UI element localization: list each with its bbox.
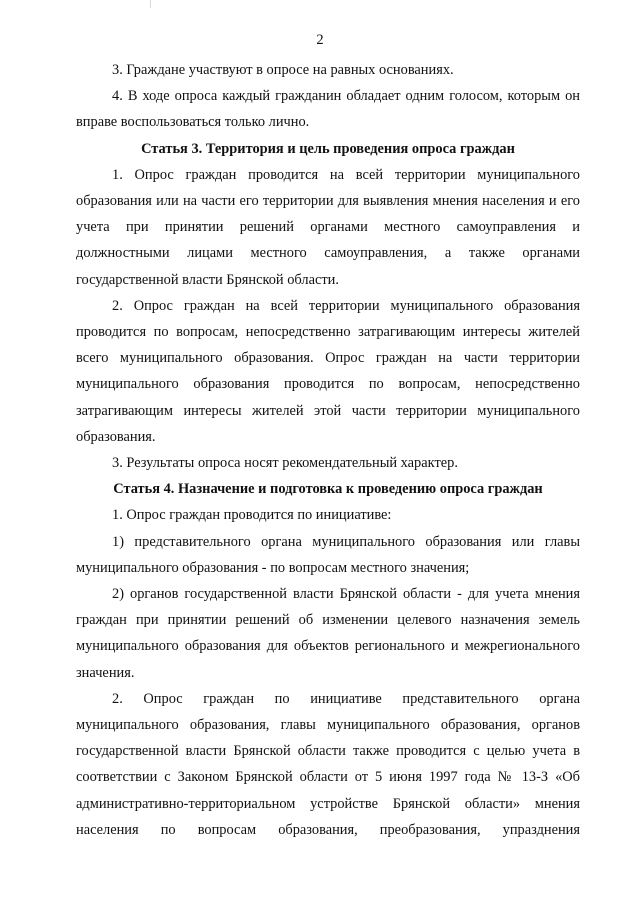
article-4-heading: Статья 4. Назначение и подготовка к проведению опроса граждан <box>113 481 543 498</box>
article-4-item-1: 1) представительного органа муниципального образования или главы муниципального образования - по вопросам местного значения; <box>76 533 580 576</box>
paragraph-citizens-equal: 3. Граждане участвуют в опросе на равных основаниях. <box>112 62 454 78</box>
paragraph-one-vote: 4. В ходе опроса каждый гражданин обладает одним голосом, которым он вправе воспользоваться только лично. <box>76 88 580 131</box>
document-body <box>76 57 580 843</box>
article-3-paragraph-2: 2. Опрос граждан на всей территории муниципального образования проводится по вопросам, непосредственно затрагивающим интересы жителей всего муниципального образования. Опрос граждан на части территории муниципального образования проводится по вопросам, непосредственно затрагивающим интересы жителей этой части территории муниципального образования. <box>76 297 580 445</box>
scan-artifact <box>150 0 151 8</box>
article-4-item-2: 2) органов государственной власти Брянской области - для учета мнения граждан при принятии решений об изменении целевого назначения земель муниципального образования для объектов регионального и межрегионального значения. <box>76 586 580 681</box>
article-4-paragraph-1: 1. Опрос граждан проводится по инициативе: <box>112 507 392 524</box>
page-number: 2 <box>316 32 324 48</box>
article-3-paragraph-3: 3. Результаты опроса носят рекомендательный характер. <box>112 455 458 472</box>
article-4-paragraph-2: 2. Опрос граждан по инициативе представительного органа муниципального образования, главы муниципального образования, органов государственной власти Брянской области также проводится с целью учета в соответствии с Законом Брянской области от 5 июня 1997 года № 13-З «Об административно-территориальном устройстве Брянской области» мнения населения по вопросам образования, преобразования, упразднения <box>76 690 580 838</box>
article-3-paragraph-1: 1. Опрос граждан проводится на всей территории муниципального образования или на части его территории для выявления мнения населения и его учета при принятии решений органами местного самоуправления и должностными лицами местного самоуправления, а также органами государственной власти Брянской области. <box>76 166 580 288</box>
article-3-heading: Статья 3. Территория и цель проведения опроса граждан <box>141 140 515 157</box>
